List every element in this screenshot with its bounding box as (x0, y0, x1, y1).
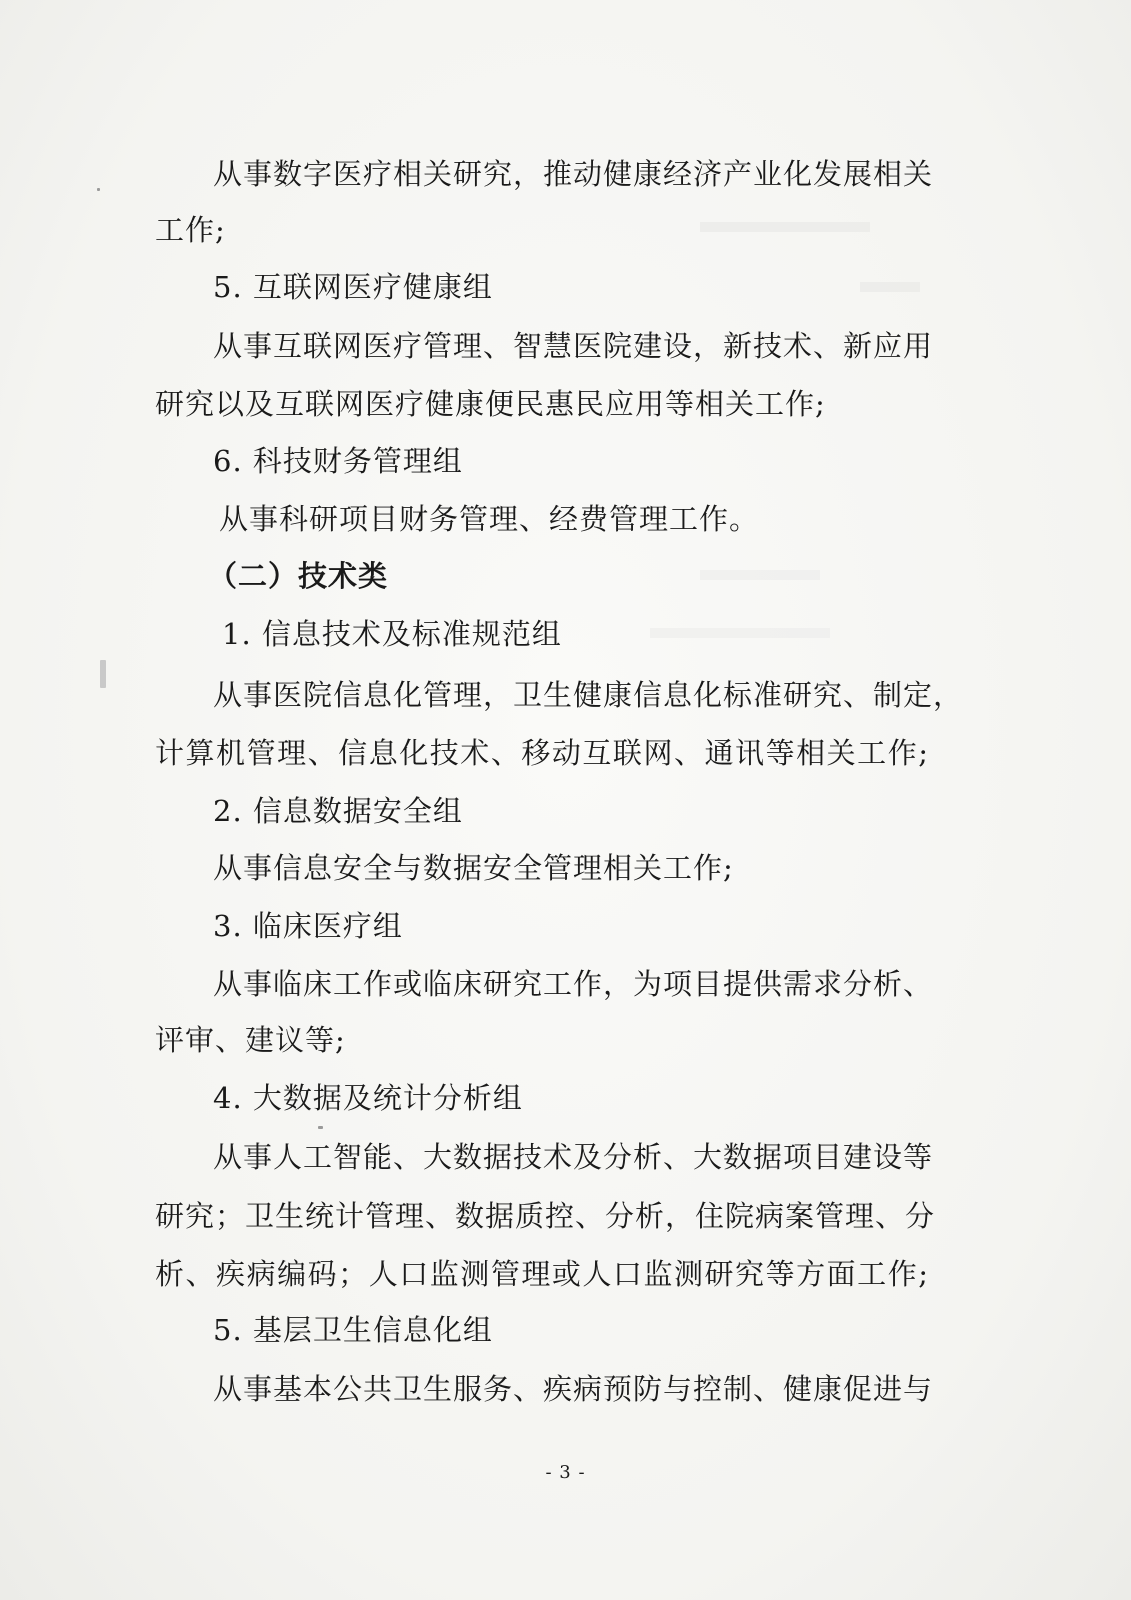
text-line: 5. 基层卫生信息化组 (213, 1313, 493, 1347)
page-number: - 3 - (545, 1462, 586, 1483)
text-line: 从事数字医疗相关研究，推动健康经济产业化发展相关 (213, 157, 934, 191)
text-line: 5. 互联网医疗健康组 (213, 270, 493, 304)
text-line: 从事医院信息化管理，卫生健康信息化标准研究、制定， (213, 678, 964, 712)
text-line: 计算机管理、信息化技术、移动互联网、通讯等相关工作; (155, 736, 929, 770)
text-line: 从事信息安全与数据安全管理相关工作; (213, 851, 734, 885)
text-line: 2. 信息数据安全组 (213, 794, 463, 828)
text-line: 6. 科技财务管理组 (213, 444, 463, 478)
scan-speck (318, 1126, 323, 1129)
text-line: 从事科研项目财务管理、经费管理工作。 (219, 502, 760, 536)
text-line: 工作; (155, 213, 226, 247)
text-line: 1. 信息技术及标准规范组 (222, 617, 562, 651)
text-line: 从事人工智能、大数据技术及分析、大数据项目建设等 (213, 1140, 934, 1174)
text-line: 评审、建议等; (155, 1023, 346, 1057)
section-heading: （二）技术类 (208, 559, 389, 593)
bleed-through-mark (650, 628, 830, 658)
bleed-through-mark (700, 570, 820, 600)
text-line: 从事基本公共卫生服务、疾病预防与控制、健康促进与 (213, 1372, 934, 1406)
bleed-through-mark (860, 282, 920, 312)
text-line: 从事临床工作或临床研究工作，为项目提供需求分析、 (213, 967, 934, 1001)
scan-speck (97, 188, 100, 191)
text-line: 3. 临床医疗组 (213, 909, 403, 943)
scan-speck (100, 660, 106, 688)
text-line: 析、疾病编码；人口监测管理或人口监测研究等方面工作; (155, 1257, 929, 1291)
text-line: 研究；卫生统计管理、数据质控、分析，住院病案管理、分 (155, 1199, 936, 1233)
text-line: 从事互联网医疗管理、智慧医院建设，新技术、新应用 (213, 329, 934, 363)
text-line: 研究以及互联网医疗健康便民惠民应用等相关工作; (155, 387, 826, 421)
text-line: 4. 大数据及统计分析组 (213, 1081, 523, 1115)
bleed-through-mark (700, 222, 870, 252)
